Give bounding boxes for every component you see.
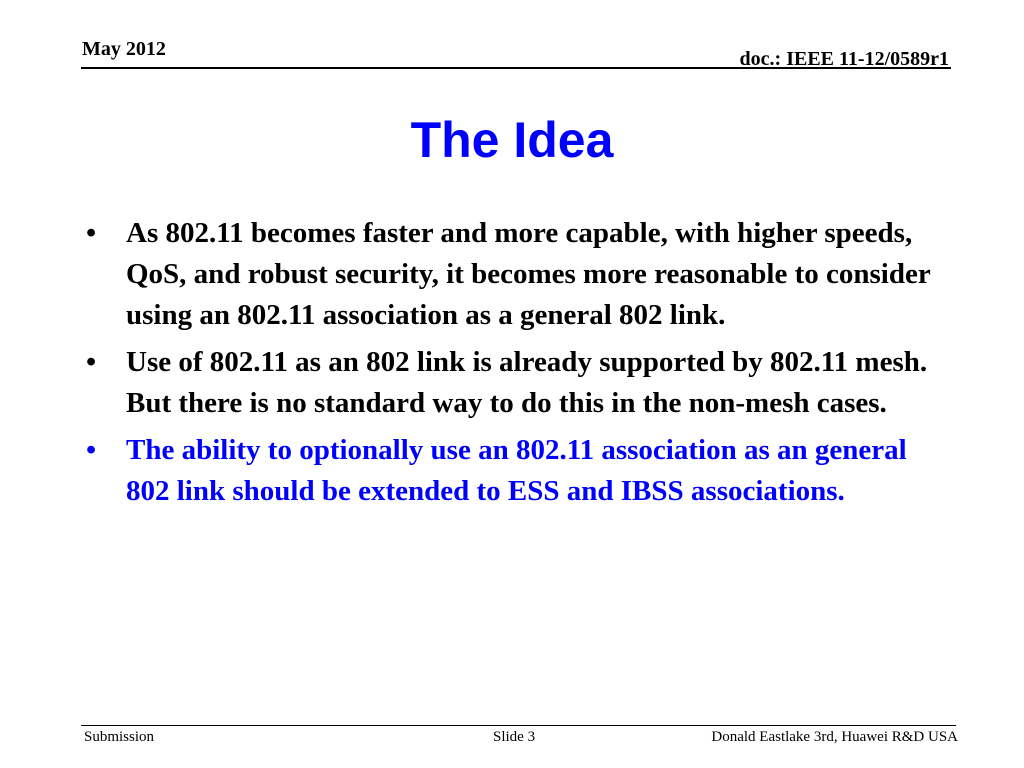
header-date: May 2012 bbox=[82, 38, 166, 60]
bullet-dot-icon: • bbox=[86, 434, 97, 466]
footer-author: Donald Eastlake 3rd, Huawei R&D USA bbox=[711, 729, 958, 745]
bullet-dot-icon: • bbox=[86, 217, 97, 249]
footer-divider bbox=[81, 725, 956, 726]
bullet-dot-icon: • bbox=[86, 346, 97, 378]
header-divider bbox=[81, 67, 951, 69]
bullet-item bbox=[86, 213, 946, 336]
bullet-text: Use of 802.11 as an 802 link is already supported by 802.11 mesh. But there is no standard way to do this in the non-mesh cases. bbox=[126, 346, 928, 419]
bullet-list bbox=[86, 213, 946, 518]
bullet-item bbox=[86, 342, 946, 424]
bullet-item-highlight bbox=[86, 430, 946, 512]
bullet-text: The ability to optionally use an 802.11 association as an general 802 link should be extended to ESS and IBSS associations. bbox=[126, 434, 907, 507]
bullet-text: As 802.11 becomes faster and more capable, with higher speeds, QoS, and robust security, it becomes more reasonable to consider using an 802.11 association as a general 802 link. bbox=[126, 217, 931, 331]
header-doc-id: doc.: IEEE 11-12/0589r1 bbox=[739, 48, 949, 70]
slide-title: The Idea bbox=[410, 112, 614, 168]
footer-submission: Submission bbox=[84, 729, 155, 745]
footer-slide-number: Slide 3 bbox=[493, 729, 536, 745]
